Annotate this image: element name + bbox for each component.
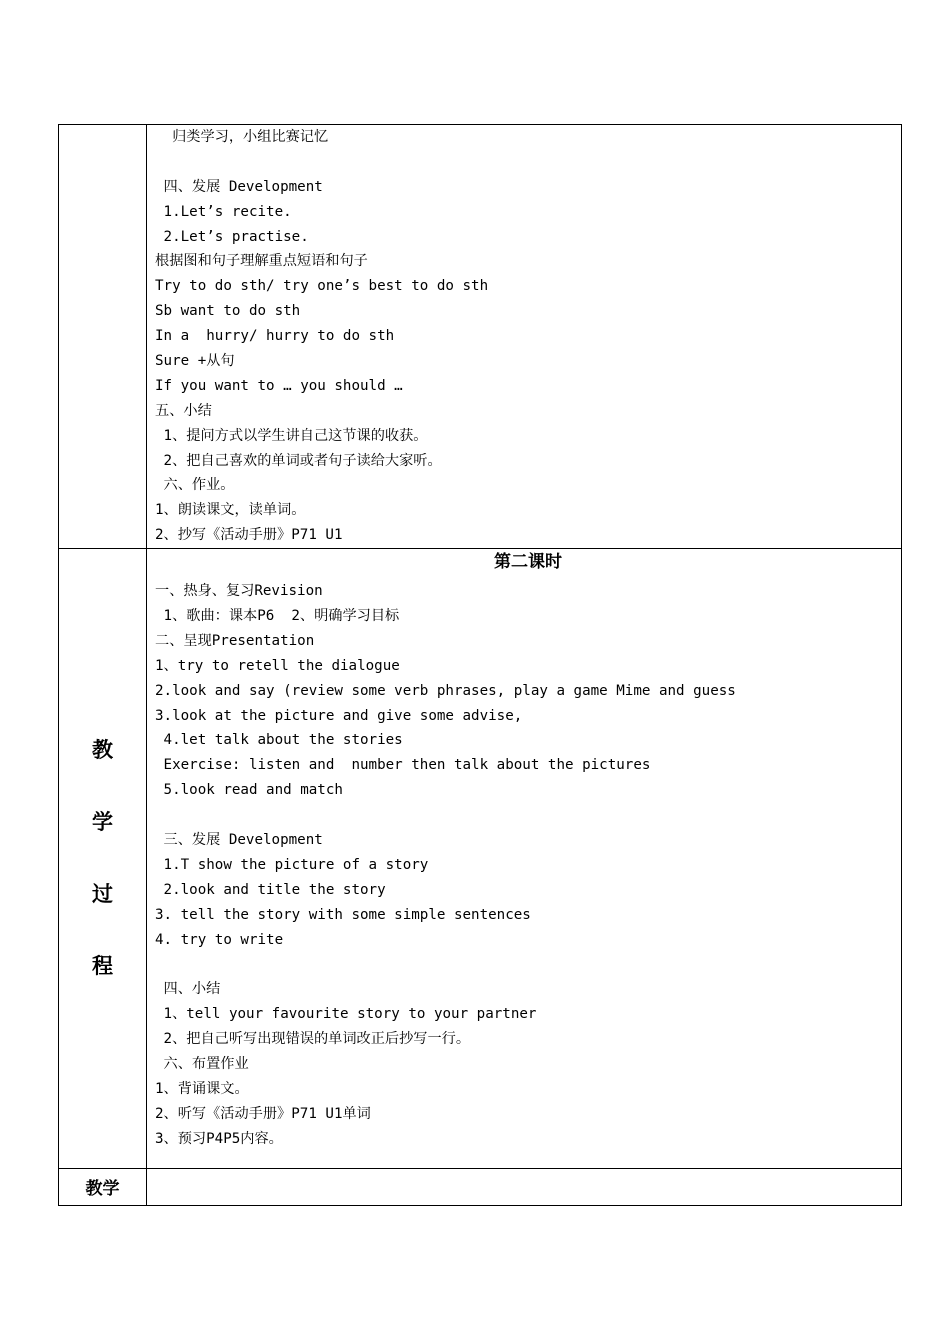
text-line: [155, 953, 901, 978]
text-line: 3.look at the picture and give some advise,: [155, 707, 523, 724]
text-line: 1.T show the picture of a story: [155, 856, 429, 873]
text-line: 2、抄写《活动手册》P71 U1: [155, 527, 343, 544]
footer-row: [59, 1168, 902, 1205]
text-line: 1、提问方式以学生讲自己这节课的收获。: [155, 427, 428, 444]
text-line: 4. try to write: [155, 931, 284, 948]
text-line: 四、小结: [155, 981, 221, 998]
text-line: 1、tell your favourite story to your partner: [155, 1006, 537, 1023]
text-line: 2、听写《活动手册》P71 U1单词: [155, 1105, 371, 1122]
text-line: 一、热身、复习Revision: [155, 583, 323, 600]
text-line: 3. tell the story with some simple sentences: [155, 906, 531, 923]
section2-label-cell: [59, 549, 147, 1168]
text-line: 5.look read and match: [155, 782, 343, 799]
text-line: 4.let talk about the stories: [155, 732, 403, 749]
vertical-label-char: 程: [92, 954, 113, 979]
section1-row: [59, 125, 902, 549]
text-line: 归类学习，小组比赛记忆: [155, 129, 329, 145]
text-line: 2.Let’s practise.: [155, 228, 309, 245]
vertical-label-char: 学: [92, 810, 113, 835]
section1-label-cell: [59, 125, 147, 549]
text-line: Try to do sth/ try one’s best to do sth: [155, 278, 489, 295]
section2-content-cell: [147, 549, 902, 1168]
footer-content-cell: [147, 1168, 902, 1205]
text-line: If you want to … you should …: [155, 377, 403, 394]
text-line: 1、朗读课文，读单词。: [155, 502, 306, 519]
text-line: [155, 150, 901, 175]
text-line: 2.look and say (review some verb phrases, play a game Mime and guess: [155, 682, 736, 699]
text-line: 1、歌曲：课本P6 2、明确学习目标: [155, 608, 400, 625]
text-line: Exercise: listen and number then talk about the pictures: [155, 757, 651, 774]
text-line: 四、发展 Development: [155, 178, 323, 195]
text-line: 六、布置作业: [155, 1056, 249, 1073]
section2-row: [59, 549, 902, 1168]
vertical-label-char: 过: [92, 882, 113, 907]
text-line: [155, 803, 901, 828]
text-line: Sb want to do sth: [155, 303, 301, 320]
text-line: 3、预习P4P5内容。: [155, 1130, 283, 1147]
text-line: 根据图和句子理解重点短语和句子: [155, 253, 368, 270]
text-line: 1、背诵课文。: [155, 1080, 249, 1097]
text-line: 六、作业。: [155, 477, 235, 494]
footer-label: 教学: [59, 1168, 147, 1205]
lesson-plan-table: [58, 124, 902, 1206]
text-line: 2.look and title the story: [155, 881, 386, 898]
text-line: 1.Let’s recite.: [155, 203, 292, 220]
text-line: 2、把自己听写出现错误的单词改正后抄写一行。: [155, 1031, 471, 1048]
text-line: 三、发展 Development: [155, 832, 323, 849]
text-line: 2、把自己喜欢的单词或者句子读给大家听。: [155, 452, 442, 469]
text-line: 二、呈现Presentation: [155, 632, 315, 649]
lesson-heading: 第二课时: [494, 552, 562, 573]
text-line: 1、try to retell the dialogue: [155, 657, 400, 674]
text-line: 五、小结: [155, 402, 212, 419]
vertical-label-char: 教: [92, 738, 113, 763]
text-line: Sure +从句: [155, 353, 235, 370]
text-line: In a hurry/ hurry to do sth: [155, 328, 395, 345]
section1-content-cell: [147, 125, 902, 549]
